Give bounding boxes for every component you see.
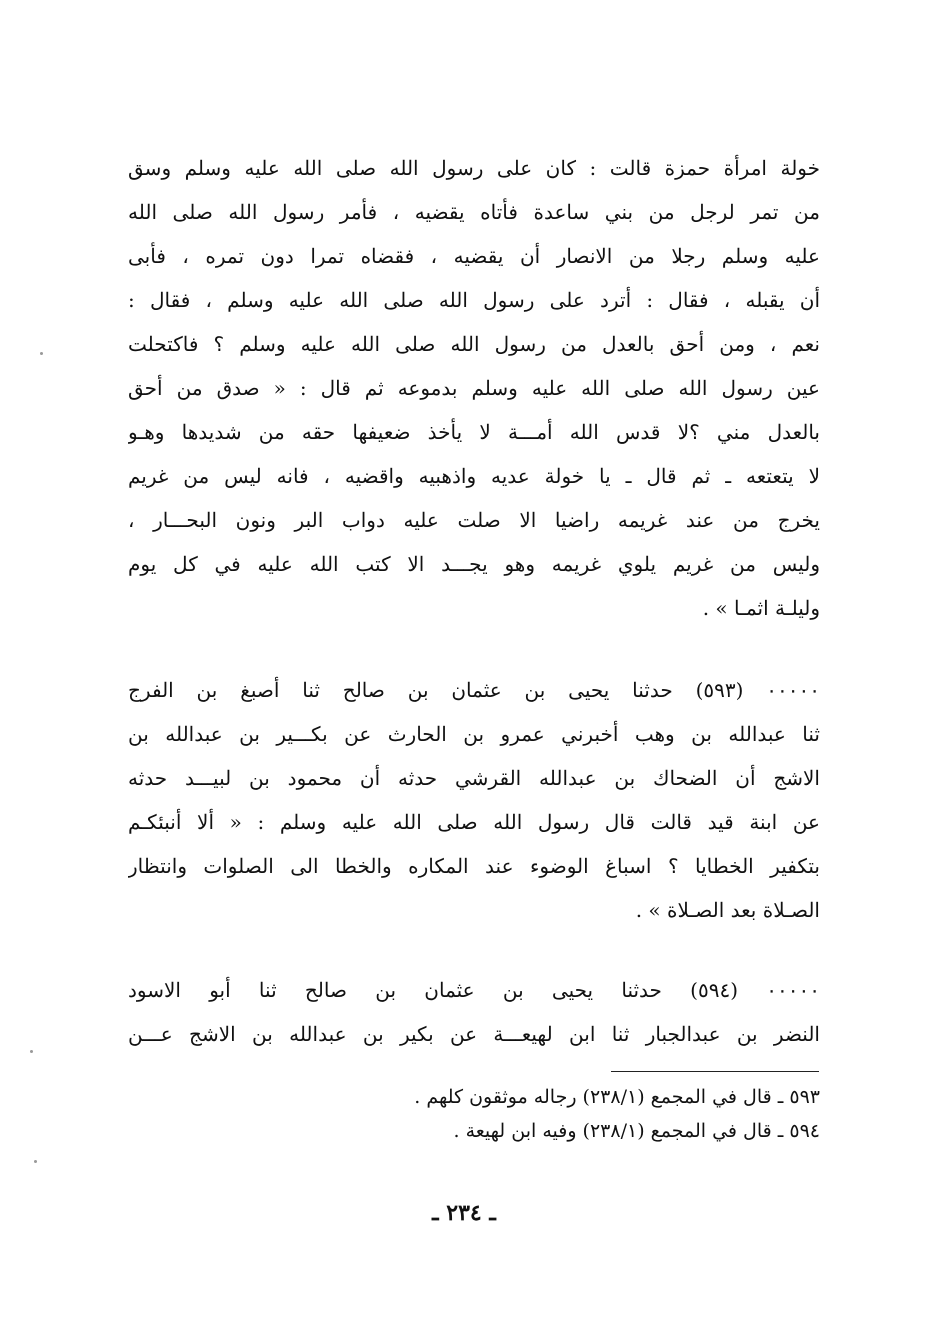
text-line: نعم ، ومن أحق بالعدل من رسول الله صلى الله عليه وسلم ؟ فاكتحلت [128,332,820,356]
paragraph-hadith-594 [128,968,820,1056]
text-line: بالعدل مني ؟لا قدس الله أمـــة لا يأخذ ضعيفها حقه من شديدها وهـو [128,420,820,444]
text-line: لا يتعتعه ـ ثم قال ـ يا خولة عديه واذهبيه واقضيه ، فانه ليس من غريم [128,464,820,488]
text-line: الاشج أن الضحاك بن عبدالله القرشي حدثه أن محمود بن لبيـــد حدثه [128,766,820,790]
text-line: عين رسول الله صلى الله عليه وسلم بدموعه ثم قال : « صدق من أحق [128,376,820,400]
text-line: الصـلاة بعد الصـلاة » . [635,898,820,922]
text-line: يخرج من عند غريمه راضيا الا صلت عليه دواب البر ونون البحـــار ، [128,508,820,532]
text-line: ٠٠٠٠٠ (٥٩٤) حدثنا يحيى بن عثمان بن صالح ثنا أبو الاسود [128,978,820,1002]
text-line: بتكفير الخطايا ؟ اسباغ الوضوء عند المكاره والخطا الى الصلوات وانتظار [128,854,820,878]
text-line: النضر بن عبدالجبار ثنا ابن لهيعـــة عن بكير بن عبدالله بن الاشج عـــن [128,1022,820,1046]
text-line: خولة امرأة حمزة قالت : كان على رسول الله صلى الله عليه وسلم وسق [128,156,820,180]
scan-speck [30,1050,33,1053]
text-line: من تمر لرجل من بني ساعدة فأتاه يقضيه ، فأمر رسول الله صلى الله [128,200,820,224]
text-line: عليه وسلم رجلا من الانصار أن يقضيه ، فقضاه تمرا دون تمره ، فأبى [128,244,820,268]
text-line: وليس من غريم يلوي غريمه وهو يجـــد الا كتب الله عليه في كل يوم [128,552,820,576]
footnote-divider [611,1071,819,1072]
footnote-593: ٥٩٣ ـ قال في المجمع (٢٣٨/١) رجاله موثقون كلهم . [414,1086,820,1108]
text-line: ثنا عبدالله بن وهب أخبرني عمرو بن الحارث عن بكـــير بن عبدالله بن [128,722,820,746]
paragraph-hadith-593 [128,668,820,932]
paragraph-hadith-592-continuation [128,146,820,630]
text-line: عن ابنة قيد قالت قال رسول الله صلى الله عليه وسلم : « ألا أنبئكـم [128,810,820,834]
page-number: ـ ٢٣٤ ـ [432,1200,496,1226]
text-line: أن يقبله ، فقال : أترد على رسول الله صلى الله عليه وسلم ، فقال : [128,288,820,312]
scan-speck [40,352,43,355]
scan-speck [34,1160,37,1163]
text-line: ٠٠٠٠٠ (٥٩٣) حدثنا يحيى بن عثمان بن صالح ثنا أصبغ بن الفرج [128,678,820,702]
footnote-594: ٥٩٤ ـ قال في المجمع (٢٣٨/١) وفيه ابن لهيعة . [453,1120,820,1142]
text-line: وليلـة اثمـا » . [702,596,820,620]
footnotes [300,1080,820,1148]
